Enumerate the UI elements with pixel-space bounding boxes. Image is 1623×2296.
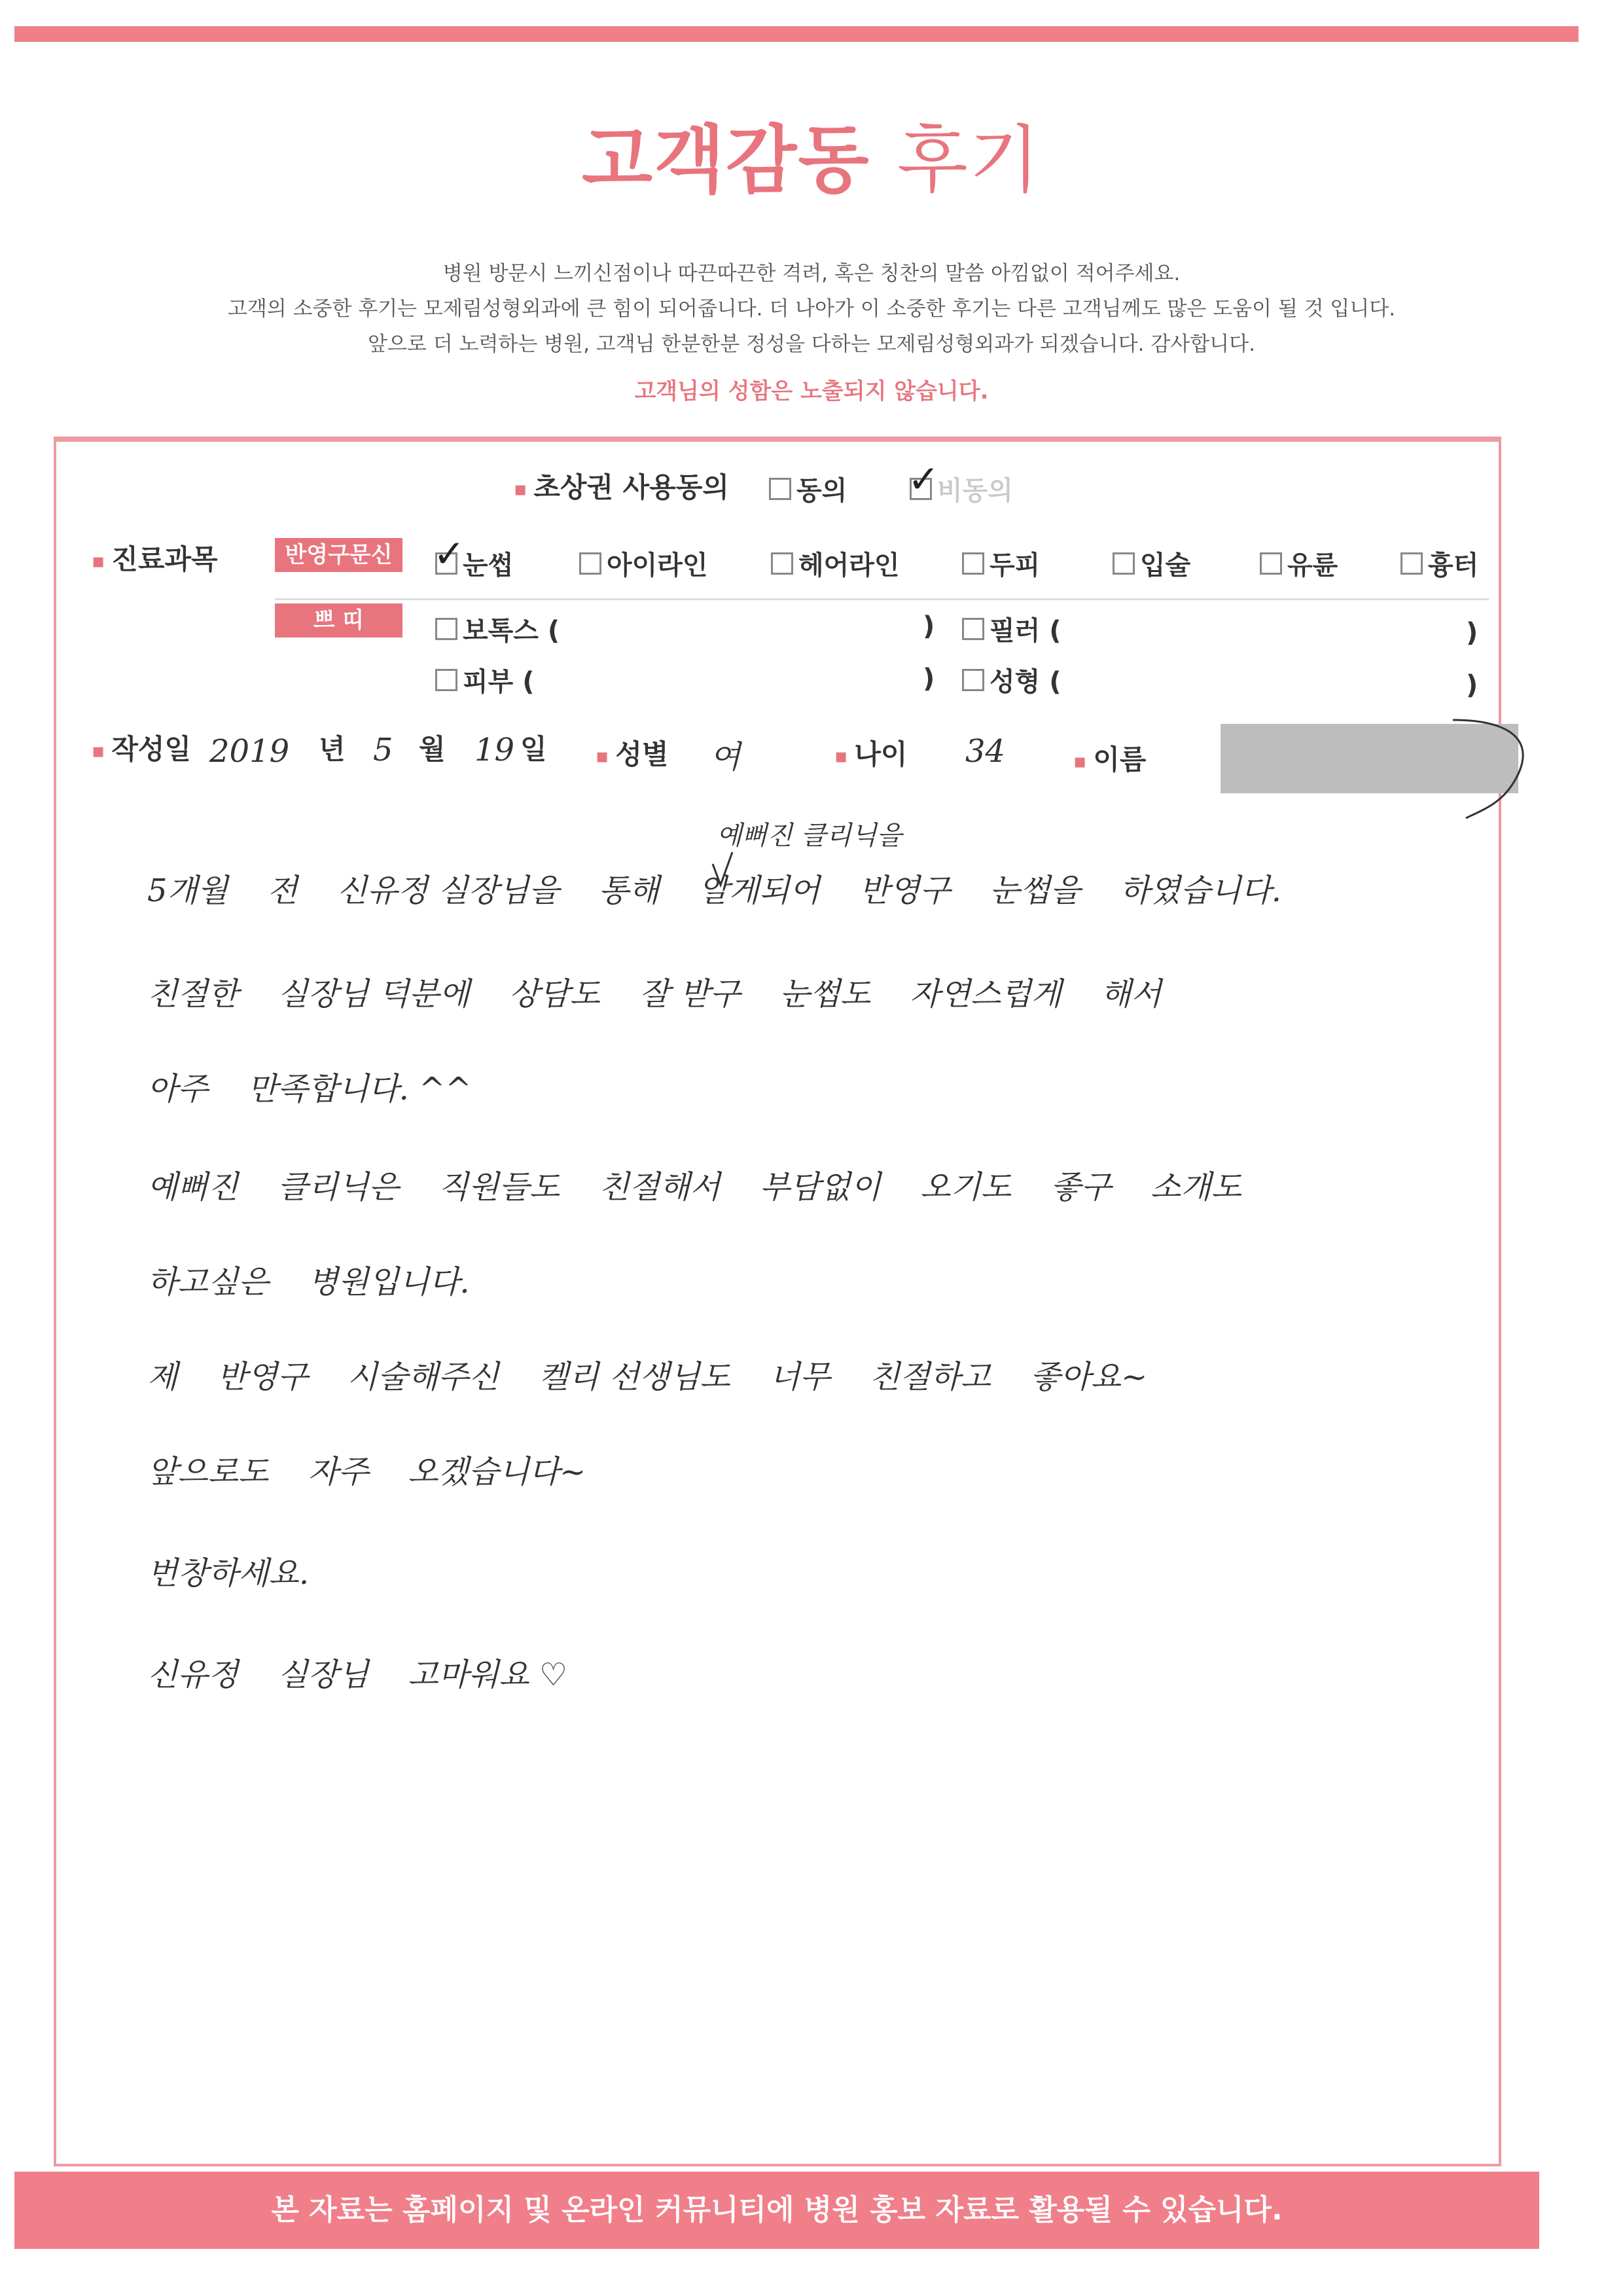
checkbox-icon[interactable] (962, 552, 984, 575)
review-word: 잘 받구 (639, 976, 741, 1013)
review-line-2 (147, 969, 1162, 1014)
review-word: 예뻐진 (147, 1169, 239, 1206)
review-word: 신유정 (147, 1657, 239, 1693)
badge-ppeunti: 쁘 띠 (275, 603, 402, 637)
footer-banner: 본 자료는 홈페이지 및 온라인 커뮤니티에 병원 홍보 자료로 활용될 수 있습니다. (14, 2172, 1539, 2249)
option-filler[interactable]: 필러 ( (962, 610, 1061, 647)
title-light: 후기 (897, 118, 1042, 203)
review-word: 친절하고 (869, 1359, 991, 1395)
review-line-7 (147, 1446, 586, 1492)
checkbox-icon[interactable] (962, 618, 984, 640)
review-word: 병원입니다. (308, 1264, 470, 1300)
review-line-8 (147, 1548, 309, 1593)
review-word: 오기도 (920, 1169, 1012, 1206)
review-word: 오겠습니다~ (408, 1454, 586, 1490)
checkbox-icon[interactable] (435, 618, 457, 640)
review-word: 제 (147, 1359, 178, 1395)
surgery-close-paren: ) (1466, 670, 1478, 700)
age-value: 34 (965, 733, 1006, 770)
review-word: 고마워요 ♡ (408, 1657, 567, 1693)
day-unit: 일 (520, 733, 547, 765)
botox-close-paren: ) (923, 611, 935, 641)
intro-line-2: 고객의 소중한 후기는 모제림성형외과에 큰 힘이 되어줍니다. 더 나아가 이 소중한 후기는 다른 고객님께도 많은 도움이 될 것 입니다. (227, 297, 1396, 321)
option-eyeliner[interactable]: 아이라인 (579, 545, 708, 582)
filler-close-paren: ) (1466, 618, 1478, 648)
checkbox-checked-icon[interactable] (433, 531, 465, 576)
consent-label: ▪ 초상권 사용동의 (514, 471, 729, 503)
review-line-3 (147, 1064, 472, 1109)
date-day-value: 19 (474, 732, 515, 768)
name-label: ▪ 이름 (1073, 744, 1147, 776)
option-scar[interactable]: 흉터 (1400, 545, 1478, 582)
review-insert-note: 예뻐진 클리닉을 (717, 821, 902, 851)
review-word: 상담도 (508, 976, 600, 1013)
privacy-notice: 고객님의 성함은 노출되지 않습니다. (634, 378, 989, 404)
option-botox[interactable]: 보톡스 ( (435, 610, 560, 647)
badge-banyeong: 반영구문신 (275, 538, 402, 572)
review-word: 부담없이 (759, 1169, 882, 1206)
bullet-icon: ▪ (92, 550, 105, 573)
consent-agree-option[interactable]: 동의 (769, 470, 847, 507)
date-month-value: 5 (373, 732, 393, 768)
review-word: 하고싶은 (147, 1264, 269, 1300)
review-word: 친절한 (147, 976, 239, 1013)
option-skin[interactable]: 피부 ( (435, 661, 535, 698)
bullet-icon: ▪ (514, 478, 527, 501)
checkmark-icon: ✓ (433, 531, 465, 576)
review-word: 앞으로도 (147, 1454, 269, 1490)
year-unit: 년 (319, 733, 346, 765)
title-bold: 고객감동 (581, 118, 870, 203)
review-word: 켈리 선생님도 (538, 1359, 730, 1395)
review-word: 눈썹도 (779, 976, 871, 1013)
checkbox-checked-icon[interactable] (908, 456, 940, 501)
checkbox-icon[interactable] (962, 669, 984, 691)
review-word: 신유정 실장님을 (336, 872, 560, 909)
consent-disagree-option[interactable]: ✓ 비동의 (908, 456, 1013, 506)
option-lips[interactable]: 입술 (1113, 545, 1190, 582)
option-hairline[interactable]: 헤어라인 (771, 545, 900, 582)
review-word: 시술해주신 (347, 1359, 499, 1395)
review-word: 좋아요~ (1030, 1359, 1148, 1395)
bullet-icon: ▪ (1073, 750, 1087, 773)
review-word: 자연스럽게 (910, 976, 1062, 1013)
age-label: ▪ 나이 (834, 738, 908, 770)
review-word: 실장님 (277, 1657, 369, 1693)
review-word: 하였습니다. (1119, 872, 1282, 909)
checkmark-icon: ✓ (908, 456, 940, 501)
option-areola[interactable]: 유륜 (1260, 545, 1338, 582)
checkbox-icon[interactable] (579, 552, 601, 575)
review-word: 클리닉은 (277, 1169, 399, 1206)
review-line-1 (147, 865, 1281, 910)
name-scribble (1440, 707, 1544, 825)
date-label: ▪ 작성일 (92, 733, 192, 765)
department-label: ▪ 진료과목 (92, 543, 218, 575)
skin-close-paren: ) (923, 664, 935, 694)
review-word: 너무 (769, 1359, 830, 1395)
checkbox-icon[interactable] (1113, 552, 1135, 575)
checkbox-icon[interactable] (1400, 552, 1423, 575)
checkbox-icon[interactable] (771, 552, 793, 575)
intro-line-1: 병원 방문시 느끼신점이나 따끈따끈한 격려, 혹은 칭찬의 말씀 아낌없이 적어주세요. (442, 262, 1181, 285)
review-word: 만족합니다. ^^ (247, 1071, 472, 1107)
review-word: 실장님 덕분에 (277, 976, 470, 1013)
review-word: 아주 (147, 1071, 208, 1107)
gender-value: 여 (710, 739, 741, 776)
review-line-5 (147, 1257, 470, 1302)
review-line-6 (147, 1352, 1147, 1397)
form-frame-top-border (54, 437, 1501, 442)
option-eyebrow[interactable]: ✓ 눈썹 (433, 531, 514, 581)
gender-label: ▪ 성별 (596, 738, 669, 770)
review-word: 알게되어 (698, 872, 820, 909)
checkbox-icon[interactable] (435, 669, 457, 691)
review-word: 통해 (598, 872, 660, 909)
review-word: 눈썹을 (989, 872, 1080, 909)
review-word: 전 (267, 872, 298, 909)
bullet-icon: ▪ (834, 745, 848, 768)
divider (275, 598, 1489, 600)
review-word: 직원들도 (438, 1169, 560, 1206)
review-word: 5개월 (147, 872, 228, 909)
review-word: 좋구 (1050, 1169, 1111, 1206)
review-word: 친절해서 (599, 1169, 721, 1206)
review-word: 해서 (1101, 976, 1162, 1013)
review-word: 번창하세요. (147, 1555, 310, 1592)
top-accent-bar (14, 26, 1578, 42)
date-year-value: 2019 (209, 733, 290, 770)
review-word: 반영구 (859, 872, 950, 909)
intro-line-3: 앞으로 더 노력하는 병원, 고객님 한분한분 정성을 다하는 모제림성형외과가 되겠습니다. 감사합니다. (368, 332, 1255, 356)
review-word: 반영구 (217, 1359, 308, 1395)
bullet-icon: ▪ (596, 745, 609, 768)
review-line-9 (147, 1649, 567, 1695)
review-word: 소개도 (1150, 1169, 1242, 1206)
month-unit: 월 (419, 733, 446, 765)
page-title (0, 101, 1623, 207)
option-surgery[interactable]: 성형 ( (962, 661, 1061, 698)
option-scalp[interactable]: 두피 (962, 545, 1040, 582)
checkbox-icon[interactable] (1260, 552, 1282, 575)
review-line-4 (147, 1162, 1241, 1207)
review-word: 자주 (308, 1454, 369, 1490)
bullet-icon: ▪ (92, 740, 105, 762)
checkbox-icon[interactable] (769, 478, 791, 500)
